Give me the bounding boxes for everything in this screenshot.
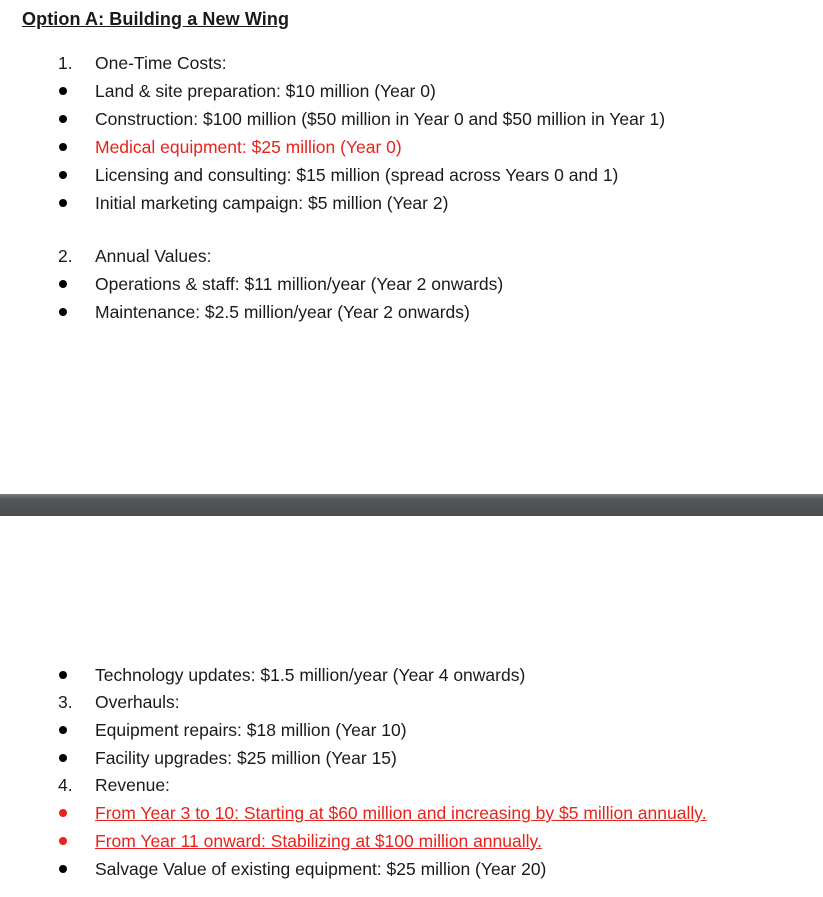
bullet-icon	[59, 837, 67, 845]
section-heading-label: Annual Values:	[95, 246, 212, 266]
bullet-icon	[59, 726, 67, 734]
bullet-icon	[59, 171, 67, 179]
list-item-text: From Year 3 to 10: Starting at $60 million and increasing by $5 million annually.	[95, 803, 707, 823]
list-item-text: Medical equipment: $25 million (Year 0)	[95, 137, 402, 157]
bullet-icon	[59, 754, 67, 762]
section-heading-label: Revenue:	[95, 775, 170, 795]
list-number: 2.	[58, 246, 73, 266]
list-item-text: Maintenance: $2.5 million/year (Year 2 onwards)	[95, 302, 470, 322]
bullet-icon	[59, 865, 67, 873]
page-title: Option A: Building a New Wing	[22, 9, 290, 29]
page-break-divider	[0, 494, 823, 516]
bullet-icon	[59, 280, 67, 288]
bullet-icon	[59, 671, 67, 679]
list-number: 1.	[58, 53, 73, 73]
list-item-text: Salvage Value of existing equipment: $25 million (Year 20)	[95, 859, 547, 879]
section-heading-label: Overhauls:	[95, 692, 180, 712]
list-item-text: Land & site preparation: $10 million (Year 0)	[95, 81, 436, 101]
list-number: 4.	[58, 775, 73, 795]
list-item-text: Initial marketing campaign: $5 million (Year 2)	[95, 193, 449, 213]
bullet-icon	[59, 199, 67, 207]
bullet-icon	[59, 115, 67, 123]
list-number: 3.	[58, 692, 73, 712]
bullet-icon	[59, 87, 67, 95]
bullet-icon	[59, 308, 67, 316]
list-item-text: Technology updates: $1.5 million/year (Year 4 onwards)	[95, 665, 526, 685]
list-item-text: Facility upgrades: $25 million (Year 15)	[95, 748, 397, 768]
section-heading-label: One-Time Costs:	[95, 53, 227, 73]
list-item-text: From Year 11 onward: Stabilizing at $100 million annually.	[95, 831, 542, 851]
list-item-text: Equipment repairs: $18 million (Year 10)	[95, 720, 407, 740]
list-item-text: Licensing and consulting: $15 million (spread across Years 0 and 1)	[95, 165, 619, 185]
bullet-icon	[59, 143, 67, 151]
list-item-text: Operations & staff: $11 million/year (Year 2 onwards)	[95, 274, 504, 294]
list-item-text: Construction: $100 million ($50 million in Year 0 and $50 million in Year 1)	[95, 109, 666, 129]
bullet-icon	[59, 809, 67, 817]
